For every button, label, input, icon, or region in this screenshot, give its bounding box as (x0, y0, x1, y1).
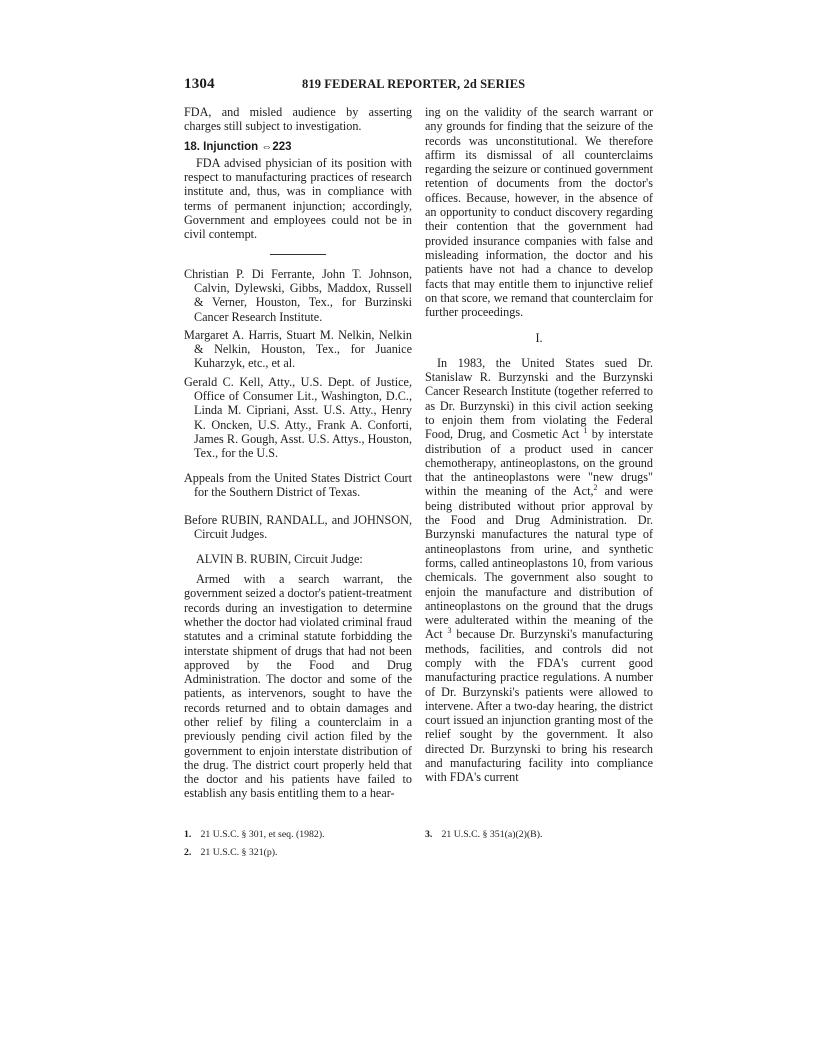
opinion-paragraph-1: Armed with a search warrant, the government seized a doctor's patient-treatment records during an investigation to determine whether the doctor had violated criminal fraud statutes and a criminal statute forbidding the interstate shipment of drugs that had not been approved by the Food and Drug Administration. The doctor and some of the patients, as intervenors, sought to have the records returned and to obtain damages and other relief by filing a counterclaim in a previously pending civil action filed by the government to enjoin interstate distribution of the drug. The district court properly held that the doctor and his patients have failed to establish any basis entitling them to a hear- (184, 572, 412, 801)
counsel-paragraph-1: Christian P. Di Ferrante, John T. Johnson, Calvin, Dylewski, Gibbs, Maddox, Russell & Verner, Houston, Tex., for Burzinski Cancer Research Institute. (184, 266, 412, 324)
page-number: 1304 (184, 76, 215, 92)
appeal-statement: Appeals from the United States District Court for the Southern District of Texas. (184, 470, 412, 499)
footnotes-left (184, 826, 412, 862)
footnote-text: 21 U.S.C. § 351(a)(2)(B). (441, 829, 543, 840)
counsel-paragraph-3: Gerald C. Kell, Atty., U.S. Dept. of Justice, Office of Consumer Lit., Washington, D.C., Linda M. Cipriani, Asst. U.S. Atty., Henry K. Oncken, U.S. Atty., Frank A. Conforti, James R. Gough, Asst. U.S. Attys., Houston, Tex., for the U.S. (184, 374, 412, 461)
left-column (184, 105, 412, 801)
footnote-1 (184, 826, 412, 844)
headnote-continuation: FDA, and misled audience by asserting charges still subject to investigation. (184, 105, 412, 134)
key-number-heading (184, 140, 412, 154)
key-number-icon: ⇔ (261, 140, 273, 153)
key-topic: 18. Injunction (184, 140, 259, 153)
paragraph-2-part-a: In 1983, the United States sued Dr. Stanislaw R. Burzynski and the Burzynski Cancer Research Institute (together referred to as Dr. Burzynski) in this civil action seeking to enjoin them from violating the Federal Food, Drug, and Cosmetic Act (425, 355, 653, 442)
opinion-author: ALVIN B. RUBIN, Circuit Judge: (196, 551, 363, 566)
footnote-number: 3. (425, 829, 433, 840)
footnote-number: 2. (184, 847, 192, 858)
right-column (425, 105, 653, 785)
section-heading: I. (535, 331, 543, 346)
footnote-ref-1[interactable]: 1 (583, 426, 588, 436)
panel-judges: Before RUBIN, RANDALL, and JOHNSON, Circuit Judges. (184, 513, 412, 542)
footnote-text: 21 U.S.C. § 321(p). (200, 847, 278, 858)
footnote-3 (425, 826, 653, 844)
footnote-2 (184, 844, 412, 862)
section-divider (270, 254, 326, 255)
paragraph-2-part-b: by interstate distribution of a product used in cancer chemotherapy, antineoplastons, on the ground that the antineoplastons were "new drugs" within the meaning of the Act, (425, 427, 654, 499)
opinion-paragraph-2 (425, 356, 653, 785)
page-header (184, 76, 650, 96)
paragraph-2-part-c: and were being distributed without prior approval by the Food and Drug Administration. Dr. Burzynski manufactures the natural type of antineoplastons from urine, and synthetic forms, called antineoplastons 10, from various chemicals. The government also sought to enjoin the manufacture and distribution of antineoplastons on the ground that the drugs were adulterated within the meaning of the Act (425, 484, 654, 642)
headnote-18: FDA advised physician of its position with respect to manufacturing practices of research institute and, thus, was in compliance with terms of permanent injunction; accordingly, Government and employees could not be in civil contempt. (184, 155, 412, 242)
opinion-paragraph-1-continued: ing on the validity of the search warrant or any grounds for finding that the seizure of the records was unconstitutional. We therefore affirm its dismissal of all counterclaims regarding the seizure or continued government retention of documents from the doctor's offices. Because, however, in the absence of an opportunity to conduct discovery regarding their contention that the government had provided insurance companies with false and misleading information, the doctor and his patients have not had a chance to develop facts that may entitle them to injunctive relief on that score, we remand that counterclaim for further proceedings. (425, 105, 653, 320)
paragraph-2-part-d: because Dr. Burzynski's manufacturing methods, facilities, and controls did not comply with the FDA's current good manufacturing practice regulations. A number of Dr. Burzynski's patients were allowed to intervene. After a two-day hearing, the district court issued an injunction granting most of the relief sought by the government. It also directed Dr. Burzynski to bring his research and manufacturing facility into compliance with FDA's current (425, 627, 653, 785)
running-head: 819 FEDERAL REPORTER, 2d SERIES (302, 77, 526, 91)
footnote-text: 21 U.S.C. § 301, et seq. (1982). (200, 829, 325, 840)
key-number: 223 (272, 140, 292, 153)
counsel-paragraph-2: Margaret A. Harris, Stuart M. Nelkin, Nelkin & Nelkin, Houston, Tex., for Juanice Kuharzyk, etc., et al. (184, 327, 412, 371)
footnote-ref-2[interactable]: 2 (593, 483, 598, 493)
footnotes-right (425, 826, 653, 844)
footnote-number: 1. (184, 829, 192, 840)
footnote-ref-3[interactable]: 3 (447, 626, 452, 636)
